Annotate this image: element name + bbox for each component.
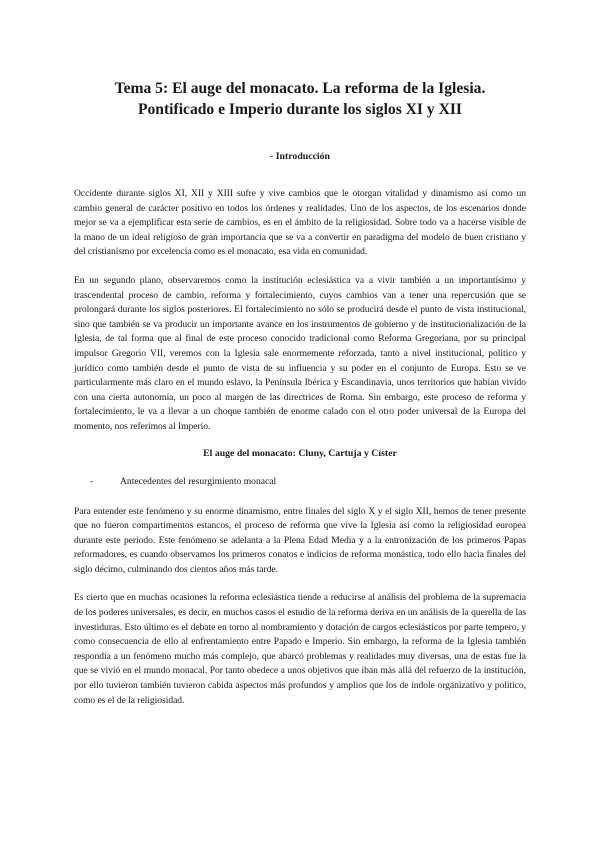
bullet-text: Antecedentes del resurgimiento monacal (120, 475, 277, 487)
title-line-1: Tema 5: El auge del monacato. La reforma de la Iglesia. (114, 80, 486, 97)
title-line-2: Pontificado e Imperio durante los siglos XI y XII (137, 101, 462, 118)
section-heading: El auge del monacato: Cluny, Cartuja y Císter (203, 447, 397, 459)
bullet-dash: - (90, 475, 94, 487)
paragraph-2: En un segundo plano, observaremos como la institución eclesiástica va a vivir también a un importantísimo y trascendental proceso de cambio, reforma y fortalecimiento, cuyos cambios van a tener una repercusión que se prolongará durante los siglos posteriores. El fortalecimiento no sólo se producirá desde el punto de vista institucional, sino que también se va producir un importante avance en los instrumentos de gobierno y de institucionalización de la Iglesia, de tal forma que al final de este proceso conocido tradicional como Reforma Gregoriana, por su principal impulsor Gregorio VII, veremos con la Iglesia sale enormemente reforzada, tanto a nivel institucional, político y jurídico como también desde el punto de vista de su influencia y su poder en el conjunto de Europa. Esto se ve particularmente más claro en el mundo eslavo, la Península Ibérica y Escandinavia, unos territorios que habían vivido con una cierta autonomía, un poco al margen de las directrices de Roma. Sin embargo, este proceso de reforma y fortalecimiento, le va a llevar a un choque también de enorme calado con el otro poder universal de la Europa del momento, nos referimos al Imperio. (74, 274, 526, 432)
bullet-item (74, 475, 526, 489)
paragraph-4: Es cierto que en muchas ocasiones la reforma eclesiástica tiende a reducirse al análisis del problema de la supremacía de los poderes universales, es decir, en muchos casos el estudio de la reforma deriva en un análisis de la querella de las investiduras. Esto último es el debate en torno al nombramiento y dotación de cargos eclesiásticos por parte tempero, y como consecuencia de ello al enfrentamiento entre Papado e Imperio. Sin embargo, la reforma de la Iglesia también respondía a un fenómeno mucho más complejo, que abarcó problemas y realidades muy diversas, una de estas fue la que se vivió en el mundo monacal. Por tanto obedece a unos objetivos que iban más allá del refuerzo de la institución, por ello tuvieron también tuvieron cabida aspectos más profundos y amplios que los de índole organizativo y político, como es el de la religiosidad. (74, 592, 526, 706)
paragraph-3: Para entender este fenómeno y su enorme dinamismo, entre finales del siglo X y el siglo XII, hemos de tener presente que no fueron compartimentos estancos, el proceso de reforma que vive la Iglesia así como la religiosidad europea durante este periodo. Este fenómeno se adelanta a la Plena Edad Media y a la entronización de los primeros Papas reformadores, es cuando observamos los primeros conatos e indicios de reforma monástica, todo ello hacia finales del siglo décimo, culminando dos cientos años más tarde. (74, 505, 526, 575)
paragraph-1: Occidente durante siglos XI, XII y XIII sufre y vive cambios que le otorgan vitalidad y dinamismo así como un cambio general de carácter positivo en todos los órdenes y realidades. Uno de los aspectos, de los escenarios donde mejor se va a ejemplificar esta serie de cambios, es en el ámbito de la religiosidad. Sobre todo va a hacerse visible de la mano de un ideal religioso de gran importancia que se va a convertir en paradigma del modelo de buen cristiano y del cristianismo por excelencia como es el monacato, esa vida en comunidad. (74, 188, 526, 258)
intro-heading: - Introducción (270, 151, 330, 162)
document-title (74, 0, 526, 120)
